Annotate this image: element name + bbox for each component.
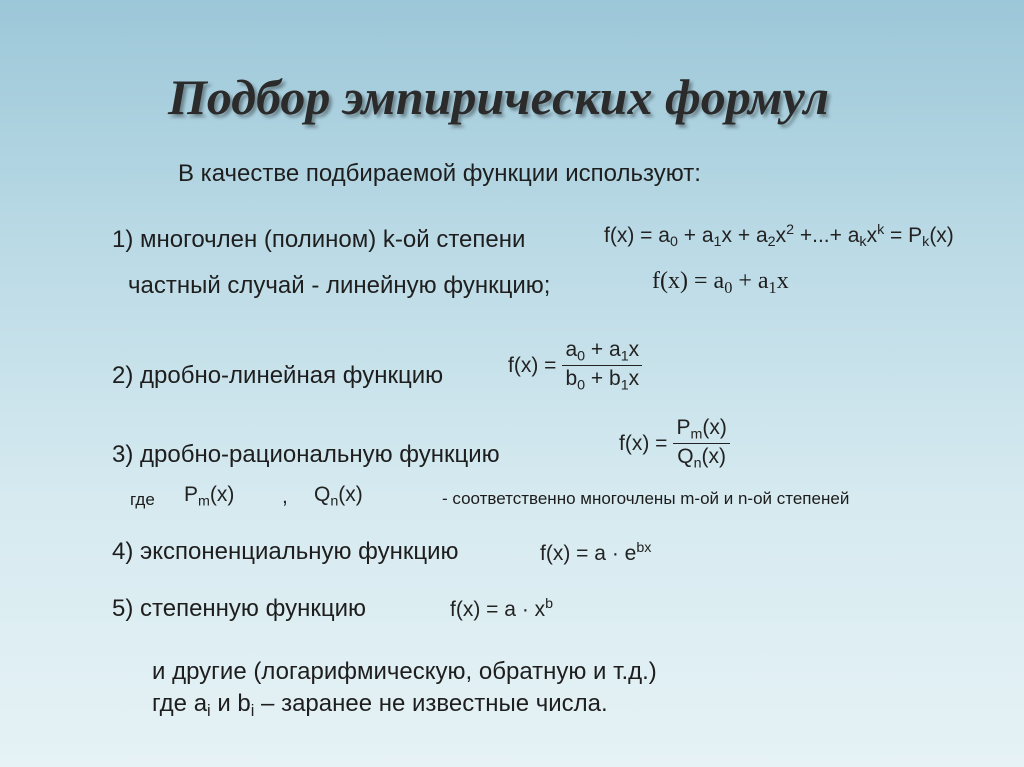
item-exponential-label: 4) экспоненциальную функцию [112, 538, 459, 565]
item-linear-label: частный случай - линейную функцию; [128, 272, 551, 299]
fraclinear-numerator: $a_0 + a_1x$ [562, 338, 642, 366]
where-label: где [130, 490, 155, 509]
fracrational-numerator: $P_m(x)$ [673, 416, 729, 444]
item-polynomial-label: 1) многочлен (полином) k-ой степени [112, 226, 526, 253]
linear-formula: $f(x) = a_0 + a_1x$ [652, 268, 789, 297]
footer-unknowns: где $a_i$ и $b_i$ – заранее не известные числа. [152, 690, 608, 720]
qn-symbol: $Q_n(x)$ [314, 483, 363, 510]
page-title: Подбор эмпирических формул [168, 69, 830, 125]
intro-text: В качестве подбираемой функции используют: [178, 160, 701, 187]
pm-symbol: $P_m(x)$ [184, 483, 235, 510]
where-comma: , [282, 485, 288, 508]
fracrational-formula: f(x) = $\frac{P_m(x)}{Q_n(x)}$ [619, 416, 730, 472]
polynomial-formula: $f(x) = a_0 + a_1x + a_2x^2$ +...+ $a_kx^k = P_k(x)$ [604, 222, 954, 251]
where-note: - соответственно многочлены m-ой и n-ой степеней [442, 489, 850, 508]
exponential-formula: $f(x) = a \cdot e^{bx}$ [540, 540, 652, 565]
fraclinear-formula: f(x) = $\frac{a_0 + a_1x}{b_0 + b_1x}$ [508, 338, 642, 394]
footer-others: и другие (логарифмическую, обратную и т.д.) [152, 658, 657, 685]
fracrational-denominator: $Q_n(x)$ [677, 445, 727, 472]
power-formula: $f(x) = a \cdot x^b$ [450, 596, 554, 621]
item-power-label: 5) степенную функцию [112, 595, 366, 622]
fraclinear-denominator: $b_0 + b_1x$ [565, 367, 640, 394]
item-fraclinear-label: 2) дробно-линейная функцию [112, 362, 444, 389]
item-fracrational-label: 3) дробно-рациональную функцию [112, 441, 500, 468]
